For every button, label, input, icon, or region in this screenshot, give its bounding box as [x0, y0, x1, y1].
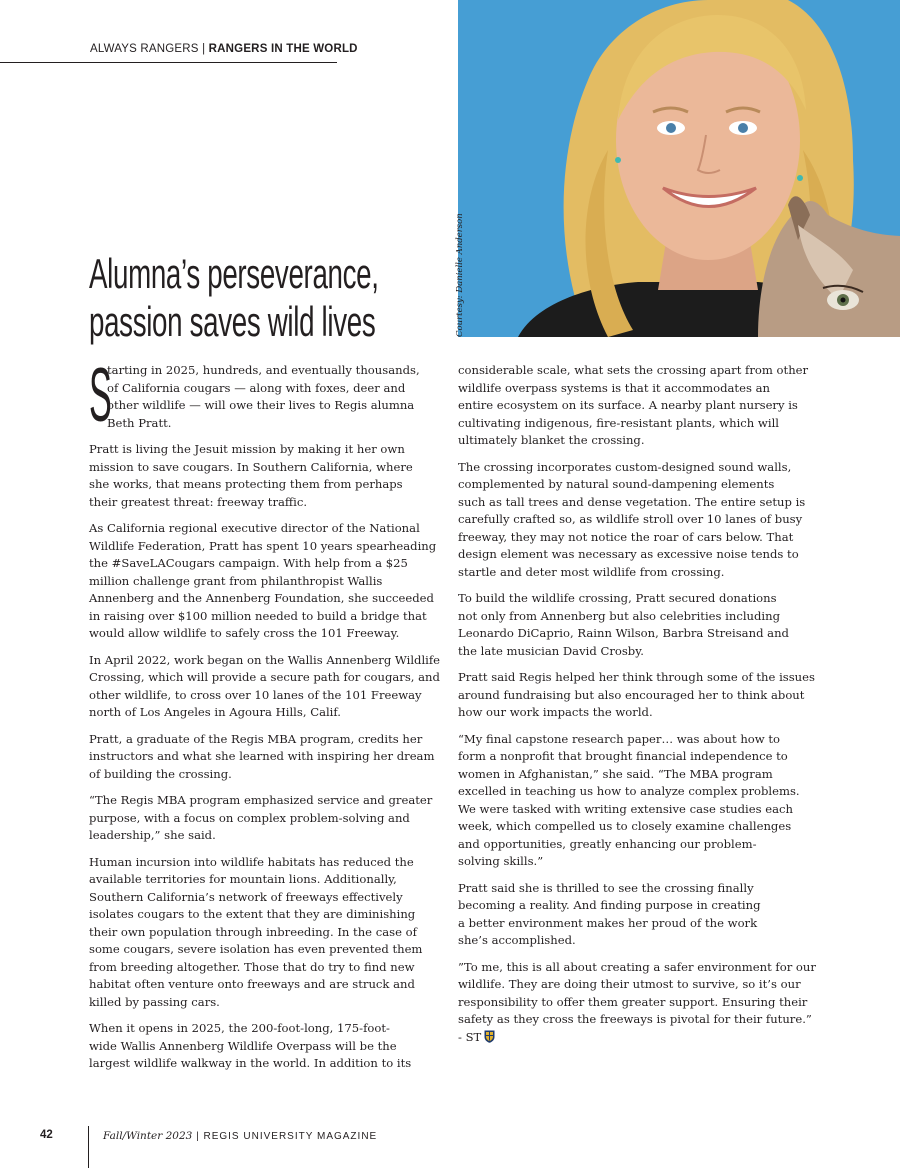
text-line: instructors and what she learned with inspiring her dream — [89, 749, 435, 763]
text-line: in raising over $100 million needed to build a bridge that — [89, 608, 427, 623]
text-line: would allow wildlife to safely cross the 101 Freeway. — [89, 626, 400, 640]
text-line: around fundraising but also encouraged her to think about — [458, 687, 805, 702]
text-line: not only from Annenberg but also celebrities including — [458, 608, 781, 623]
text-line: The crossing incorporates custom-designed sound walls, — [458, 459, 792, 474]
text-line: ultimately blanket the crossing. — [458, 433, 645, 447]
article-paragraph — [458, 669, 815, 722]
article-headline — [89, 250, 419, 346]
text-line: To build the wildlife crossing, Pratt secured donations — [458, 591, 777, 605]
article-paragraph — [458, 362, 810, 450]
article-paragraph — [89, 731, 441, 784]
text-line: she works, that means protecting them from perhaps — [89, 477, 403, 491]
footer-folio — [103, 1130, 377, 1142]
text-line: Annenberg and the Annenberg Foundation, she succeeded — [89, 591, 434, 605]
text-line: Human incursion into wildlife habitats has reduced the — [89, 854, 414, 869]
article-paragraph — [89, 854, 441, 1012]
text-line: excelled in teaching us how to analyze complex problems. — [458, 784, 800, 798]
text-line: “My final capstone research paper… was about how to — [458, 731, 781, 746]
text-line: million challenge grant from philanthropist Wallis — [89, 573, 383, 588]
portrait-illustration — [458, 0, 900, 337]
text-line: safety as they cross the freeways is pivotal for their future.” — [458, 1012, 812, 1026]
article-paragraph — [89, 792, 441, 845]
signoff-line — [458, 1029, 810, 1047]
text-line: Pratt is living the Jesuit mission by making it her own — [89, 442, 405, 456]
portrait-photo — [458, 0, 900, 337]
text-line: freeway, they may not notice the roar of cars below. That — [458, 529, 794, 544]
text-line: the #SaveLACougars campaign. With help from a $25 — [89, 556, 408, 570]
text-line: Pratt, a graduate of the Regis MBA program, credits her — [89, 731, 423, 746]
text-line: isolates cougars to the extent that they are diminishing — [89, 907, 416, 921]
text-line: purpose, with a focus on complex problem-solving and — [89, 810, 410, 825]
text-line: the late musician David Crosby. — [458, 643, 644, 658]
text-line: such as tall trees and dense vegetation. The entire setup is — [458, 494, 806, 509]
text-line: available territories for mountain lions. Additionally, — [89, 872, 397, 886]
header-separator: | — [198, 43, 209, 55]
issue-label: Fall/Winter 2023 — [103, 1130, 193, 1142]
subsection-name: RANGERS IN THE WORLD — [208, 43, 358, 55]
author-initials: - ST — [458, 1029, 482, 1044]
section-name: ALWAYS RANGERS — [90, 43, 199, 55]
drop-cap: S — [89, 353, 112, 438]
text-line: from breeding altogether. Those that do try to find new — [89, 959, 415, 974]
text-line: complemented by natural sound-dampening elements — [458, 477, 775, 491]
text-line: Leonardo DiCaprio, Rainn Wilson, Barbra Streisand and — [458, 626, 789, 640]
text-line: a better environment makes her proud of the work — [458, 915, 758, 930]
text-line: Beth Pratt. — [107, 415, 172, 430]
text-line: cultivating indigenous, fire-resistant plants, which will — [458, 415, 779, 430]
text-line: and opportunities, greatly enhancing our problem- — [458, 836, 757, 851]
text-line: some cougars, severe isolation has even prevented them — [89, 942, 423, 956]
text-line: solving skills.” — [458, 854, 544, 868]
text-line: We were tasked with writing extensive case studies each — [458, 801, 793, 816]
text-line: other wildlife — will owe their lives to Regis alumna — [107, 398, 415, 412]
headline-line: passion saves wild lives — [89, 298, 376, 345]
text-line: north of Los Angeles in Agoura Hills, Calif. — [89, 705, 341, 719]
article-column-right — [458, 362, 816, 1055]
text-line: their own population through inbreeding. In the case of — [89, 924, 417, 939]
photo-credit-text: Courtesy: Danielle Anderson — [455, 213, 465, 337]
text-line: Southern California’s network of freeways effectively — [89, 889, 403, 904]
text-line: carefully crafted so, as wildlife stroll over 10 lanes of busy — [458, 512, 803, 526]
article-paragraph — [89, 441, 441, 511]
text-line: design element was necessary as excessive noise tends to — [458, 547, 799, 561]
text-line: their greatest threat: freeway traffic. — [89, 494, 308, 509]
text-line: “The Regis MBA program emphasized service and greater — [89, 793, 433, 807]
text-line: ”To me, this is all about creating a safer environment for our — [458, 959, 816, 974]
text-line: Pratt said she is thrilled to see the crossing finally — [458, 880, 754, 895]
text-line: she’s accomplished. — [458, 933, 576, 947]
text-line: killed by passing cars. — [89, 994, 220, 1009]
text-line: wildlife overpass systems is that it accommodates an — [458, 380, 770, 395]
text-line: of building the crossing. — [89, 766, 232, 781]
section-header — [0, 40, 358, 63]
article-column-left — [89, 353, 441, 1082]
text-line: wildlife. They are doing their utmost to survive, so it’s our — [458, 977, 801, 991]
text-line: tarting in 2025, hundreds, and eventually thousands, — [107, 363, 420, 377]
text-line: women in Afghanistan,” she said. “The MBA program — [458, 766, 773, 781]
text-line: startle and deter most wildlife from crossing. — [458, 564, 725, 579]
text-line: considerable scale, what sets the crossing apart from other — [458, 363, 809, 377]
headline-line: Alumna’s perseverance, — [89, 250, 379, 297]
text-line: wide Wallis Annenberg Wildlife Overpass will be the — [89, 1038, 397, 1053]
section-label — [90, 43, 358, 55]
text-line: habitat often venture onto freeways and are struck and — [89, 977, 415, 991]
text-line: entire ecosystem on its surface. A nearby plant nursery is — [458, 398, 798, 412]
footer-divider — [88, 1126, 89, 1168]
text-line: other wildlife, to cross over 10 lanes of the 101 Freeway — [89, 687, 422, 702]
article-paragraph — [89, 1020, 441, 1073]
text-line: of California cougars — along with foxes, deer and — [107, 380, 406, 395]
article-paragraph — [458, 590, 810, 660]
text-line: week, which compelled us to closely examine challenges — [458, 819, 792, 833]
article-paragraph — [89, 520, 441, 643]
article-paragraph — [458, 880, 810, 950]
article-paragraph — [458, 959, 816, 1047]
text-line: Crossing, which will provide a secure path for cougars, and — [89, 670, 440, 684]
photo-credit — [444, 207, 465, 337]
text-line: Pratt said Regis helped her think through some of the issues — [458, 670, 815, 684]
text-line: In April 2022, work began on the Wallis Annenberg Wildlife — [89, 652, 441, 667]
regis-crest-icon — [484, 1030, 495, 1043]
text-line: becoming a reality. And finding purpose in creating — [458, 898, 761, 912]
publication-name: REGIS UNIVERSITY MAGAZINE — [203, 1131, 378, 1142]
article-paragraph — [89, 652, 441, 722]
page-number: 42 — [40, 1129, 53, 1141]
text-line: Wildlife Federation, Pratt has spent 10 years spearheading — [89, 538, 437, 553]
text-line: As California regional executive director of the National — [89, 521, 420, 535]
text-line: responsibility to offer them greater support. Ensuring their — [458, 994, 808, 1009]
text-line: form a nonprofit that brought financial independence to — [458, 749, 788, 763]
article-paragraph — [89, 353, 441, 438]
text-line: mission to save cougars. In Southern California, where — [89, 459, 413, 474]
footer-separator: | — [192, 1131, 204, 1142]
text-line: leadership,” she said. — [89, 828, 216, 842]
article-paragraph — [458, 731, 810, 871]
text-line: how our work impacts the world. — [458, 705, 653, 719]
text-line: When it opens in 2025, the 200-foot-long, 175-foot- — [89, 1021, 390, 1035]
article-paragraph — [458, 459, 810, 582]
text-line: largest wildlife walkway in the world. In addition to its — [89, 1056, 412, 1070]
